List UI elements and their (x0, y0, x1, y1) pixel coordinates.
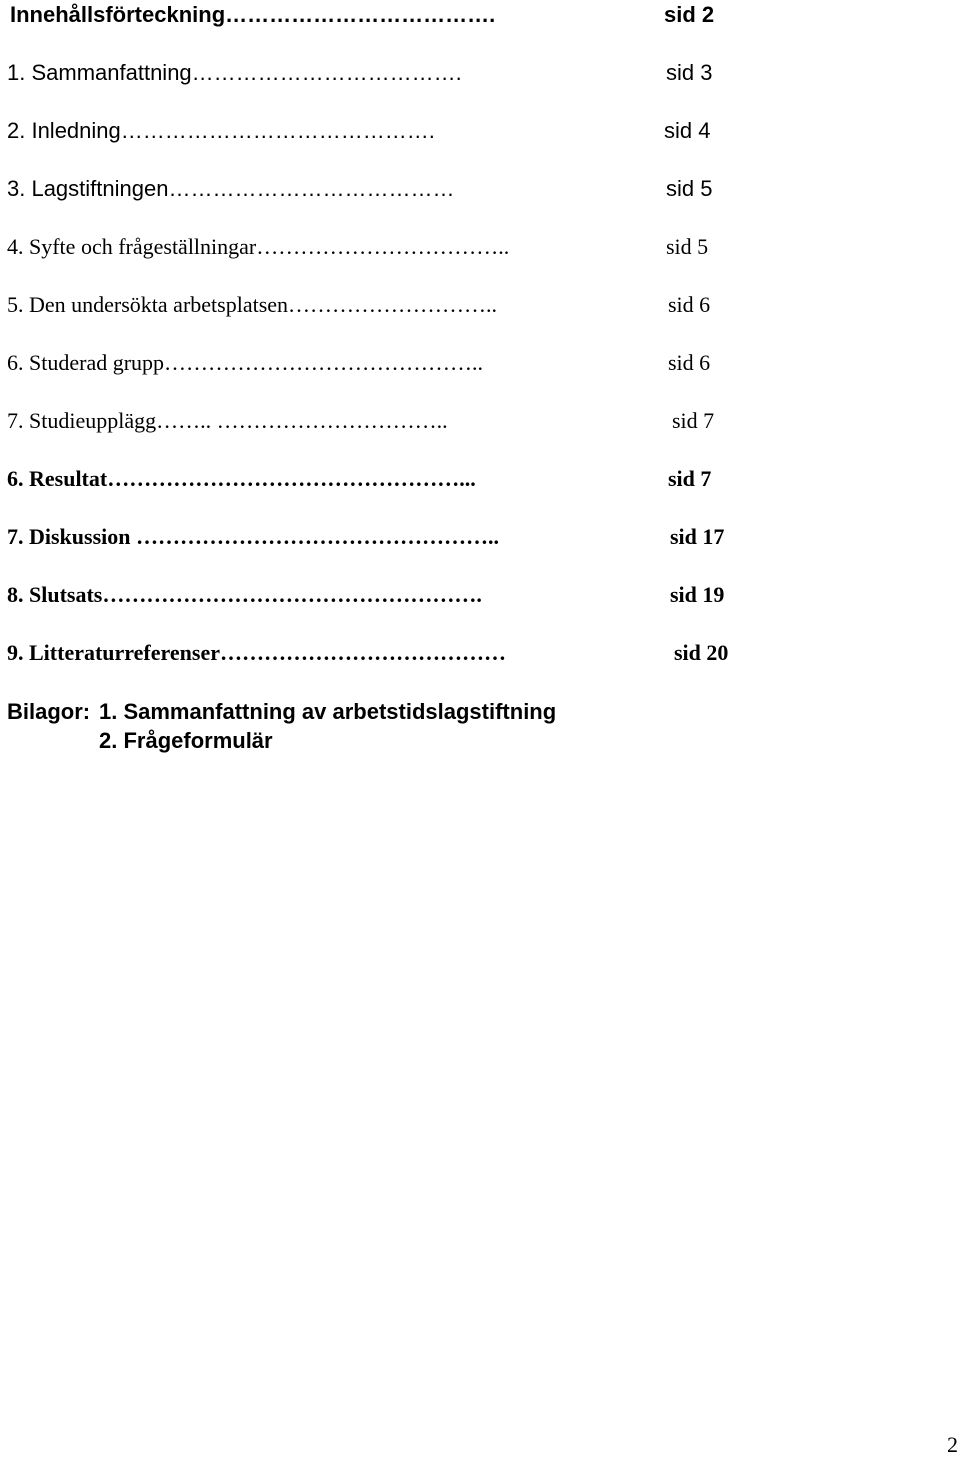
appendix-item: 2. Frågeformulär (99, 728, 273, 753)
toc-entry-text: 4. Syfte och frågeställningar…………………………….. (7, 234, 510, 259)
toc-entry-page: sid 5 (666, 176, 713, 201)
toc-entry-text: 5. Den undersökta arbetsplatsen……………………….. (7, 292, 498, 317)
appendix-item: 1. Sammanfattning av arbetstidslagstiftning (99, 699, 557, 724)
toc-entry-text: 6. Studerad grupp…………………………………….. (7, 350, 484, 375)
toc-entry-text: 1. Sammanfattning………………………………. (7, 60, 462, 85)
toc-entry-text: 9. Litteraturreferenser………………………………… (7, 640, 506, 665)
toc-entry-page: sid 7 (668, 466, 712, 491)
page-number: 2 (947, 1432, 958, 1457)
toc-entry-text: 3. Lagstiftningen………………………………… (7, 176, 455, 201)
toc-entry-text: 7. Studieupplägg…….. ………………………….. (7, 408, 448, 433)
toc-entry-text: 2. Inledning……………………………………. (7, 118, 435, 143)
toc-heading-text: Innehållsförteckning………………………………. (10, 2, 496, 27)
toc-entry-text: 7. Diskussion ………………………………………….. (7, 524, 500, 549)
toc-entry-page: sid 7 (672, 408, 715, 433)
toc-heading-page: sid 2 (664, 2, 715, 27)
appendix-label: Bilagor: (7, 699, 91, 724)
toc-entry-page: sid 17 (670, 524, 725, 549)
toc-entry-text: 8. Slutsats……………………………………………. (7, 582, 482, 607)
toc-entry-page: sid 5 (666, 234, 709, 259)
toc-entry-page: sid 20 (674, 640, 729, 665)
toc-entry-text: 6. Resultat…………………………………………... (7, 466, 476, 491)
toc-entry-page: sid 19 (670, 582, 725, 607)
toc-entry-page: sid 6 (668, 350, 711, 375)
toc-entry-page: sid 4 (664, 118, 711, 143)
toc-entry-page: sid 3 (666, 60, 713, 85)
toc-entry-page: sid 6 (668, 292, 711, 317)
